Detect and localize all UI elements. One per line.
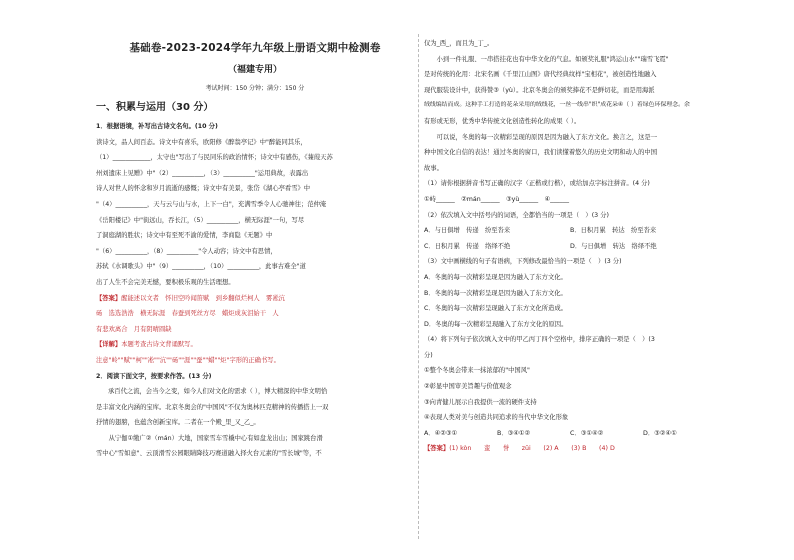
q1-line: 了洞庭湖的胜状；诗文中有至死不渝的爱情，李商隐《无题》中 bbox=[96, 232, 273, 240]
sentence-item: ③向青健儿展示自我提供一流的硬件支持 bbox=[424, 398, 537, 406]
q2-line: 承百代之流，会当今之变，如今人们对文化的需求（ ），博大精深的中华文明恰 bbox=[108, 388, 328, 396]
sub-question-1: （1）请你根据拼音书写正确的汉字（正楷或行楷），或给加点字标注拼音。(4 分) bbox=[424, 180, 650, 188]
continued-line: 仅为_西_，而且为_丁_。 bbox=[424, 40, 494, 47]
option-c: C．日积月累 传递 络绎不绝 bbox=[424, 242, 511, 250]
para-line: 绒线编结而成。这种手工打造的花朵采用的绒线花，一丝一线串"织"成花朵④（ ）着绿色环保理念。余 bbox=[424, 102, 690, 109]
para-line: 有形或无形，优秀中华传统文化创造性转化的成果（ ）。 bbox=[424, 117, 581, 125]
option-b: B．冬奥的每一次精彩呈现是因为融入了东方文化。 bbox=[424, 289, 567, 297]
para-line: 小到一件礼服、一串搭挂花也有中华文化的气息。如颁奖礼服"鸿运山水""瑞雪飞霓" bbox=[424, 55, 669, 63]
section-heading: 一、积累与运用（30 分） bbox=[96, 102, 214, 113]
answer-line bbox=[424, 441, 716, 457]
answer-line bbox=[96, 291, 414, 307]
question-1-title: 1．根据语境，补写出古诗文名句。(10 分) bbox=[96, 123, 218, 130]
page-subtitle: （福建专用） bbox=[227, 65, 282, 75]
option-c: C．冬奥的每一次精彩呈现融入了东方文化所造成。 bbox=[424, 305, 567, 313]
answer-line: 有悲欢离合 月有阴晴圆缺 bbox=[96, 325, 172, 333]
answer-label: 【答案】 bbox=[96, 294, 122, 302]
sub-question-4-cont: 分) bbox=[424, 351, 433, 359]
q1-line: "（6）__________，（8）__________"令人动容；诗文中有思情， bbox=[96, 247, 277, 255]
q1-line: "（4）__________，天与云与山与水，上下一白"，充满雪季令人心驰神往；范仲淹 bbox=[96, 200, 327, 208]
left-column bbox=[96, 0, 414, 462]
note-line: 注意"岭""赋""柯""凇""沆""砀""涯""蚕""蜡""炬"字形的正确书写。 bbox=[96, 356, 280, 364]
option-row bbox=[424, 223, 716, 239]
q1-line: 诗人对世人的怀念和岁月流逝的感慨；诗文中有美景，张岱《湖心亭看雪》中 bbox=[96, 185, 311, 193]
para-line: 故事。 bbox=[424, 164, 443, 172]
option-d: D．与日俱增 转达 络绎不绝 bbox=[570, 242, 657, 250]
q1-line: （1）____________，太守也"写出了与民同乐的政治情怀；诗文中有感伤，《蒹葭天苏 bbox=[96, 154, 333, 162]
option-d: D．③②④① bbox=[643, 429, 677, 437]
sentence-item: ④表现人类对美与创造共同追求的当代中华文化形象 bbox=[424, 414, 569, 422]
option-a: A．冬奥的每一次精彩呈现是因为融入了东方文化。 bbox=[424, 273, 567, 281]
q1-line: 读诗文，品人间百态。诗文中有喜乐，欧阳修《醉翁亭记》中"醉能同其乐， bbox=[96, 138, 307, 146]
option-a: A．④②③① bbox=[424, 429, 458, 437]
answer-text: (1) kòn 蛮 誉 zūi (2) A (3) B (4) D bbox=[449, 445, 615, 453]
para-line: 种中国文化自信的表达！通过冬奥的窗口，我们读懂着悠久的历史文明和动人的中国 bbox=[424, 149, 657, 157]
q1-line: 《岳阳楼记》中"街远山，吞长江，（5）__________，横无际涯"一句，写尽 bbox=[96, 216, 305, 224]
option-row bbox=[424, 239, 716, 255]
exam-meta: 考试时间：150 分钟；满分：150 分 bbox=[205, 85, 305, 92]
para-line: 现代服装设计中，获得赞③（yù）。北京冬奥会的颁奖捧花不是鲜切花，而是用海派 bbox=[424, 86, 655, 94]
q2-line: 抒情的翅膀，也蕴含创新宝库。二者在一个殿_里_又_乙_。 bbox=[96, 419, 260, 427]
sub-question-2: （2）依次填入文中括号内的词语，全都恰当的一项是（ ）(3 分) bbox=[424, 211, 609, 219]
question-2-title: 2．阅读下面文字，按要求作答。(13 分) bbox=[96, 372, 212, 380]
answer-line: 砀 选选浩浩 横无际涯 春蚕到死丝方尽 蜡炬成灰泪始干 人 bbox=[96, 310, 279, 318]
answer-label: 【答案】 bbox=[424, 445, 450, 453]
option-d: D．冬奥的每一次精彩呈现融入了东方文化的原因。 bbox=[424, 320, 568, 328]
para-line: 可以说，冬奥的每一次精彩呈现的原因是因为融入了东方文化。换言之，这是一 bbox=[424, 133, 657, 141]
detail-text: 本题考查古诗文背诵默写。 bbox=[121, 341, 197, 349]
para-line: 是对传统的化用：北宋名画《千里江山图》唐代经典纹样"宝相花"，被创造性地融入 bbox=[424, 71, 657, 79]
sub-question-1-fill: ①峙______ ②mán______ ③yù______ ④______ bbox=[424, 195, 570, 203]
option-a: A．与日俱增 传递 纷至沓来 bbox=[424, 227, 511, 235]
q2-line: 从宁伽①缴广②（mán）大地，国家雪车雪橇中心有如盘龙出山；国家跳台滑 bbox=[96, 434, 323, 442]
detail-label: 【详解】 bbox=[96, 341, 122, 349]
right-column bbox=[424, 36, 716, 457]
sub-question-3: （3）文中画横线的句子有语病，下列修改最恰当的一项是（ ）(3 分) bbox=[424, 258, 622, 266]
q1-line: 苏轼《水调歌头》中"（9）__________，（10）__________，此事古难全"道 bbox=[96, 263, 306, 271]
q2-line: 雪中心"雪如意"、云顶滑雪公园眼睛降技巧赛道融入择火台元素的"雪长城"等，不 bbox=[96, 450, 322, 458]
q1-line: 州刘遗床上见赠》中"（2）__________，（3）__________"运用典故，表露出 bbox=[96, 169, 309, 177]
option-row bbox=[424, 426, 716, 442]
page-title: 基础卷-2023-2024学年九年级上册语文期中检测卷 bbox=[129, 42, 381, 54]
q2-line: 是丰富文化内涵的宝库。北京冬奥会的"中国风"不仅为奥林匹克精神的传播搭上一双 bbox=[96, 403, 329, 411]
sentence-item: ②彰显中国审美旨趣与价值观念 bbox=[424, 383, 512, 391]
option-c: C．③①④② bbox=[570, 429, 604, 437]
sub-question-4: （4）将下列句子依次填入文中的甲乙丙丁四个空格中，排序正确的一项是（ ）(3 bbox=[424, 336, 655, 344]
q1-line: 出了人生不会完美无憾，要积极乐观的生活理想。 bbox=[96, 278, 235, 286]
detail-line bbox=[96, 337, 414, 353]
answer-text: 醒能述以文者 怀旧空吟闻笛赋 到乡翻似烂柯人 雾凇沆 bbox=[121, 294, 285, 302]
sentence-item: ①整个冬奥会带来一抹浓郁的"中国风" bbox=[424, 367, 530, 375]
option-b: B．③④①② bbox=[497, 429, 531, 437]
column-divider bbox=[418, 34, 419, 539]
option-b: B．日积月累 转达 纷至沓来 bbox=[570, 227, 657, 235]
